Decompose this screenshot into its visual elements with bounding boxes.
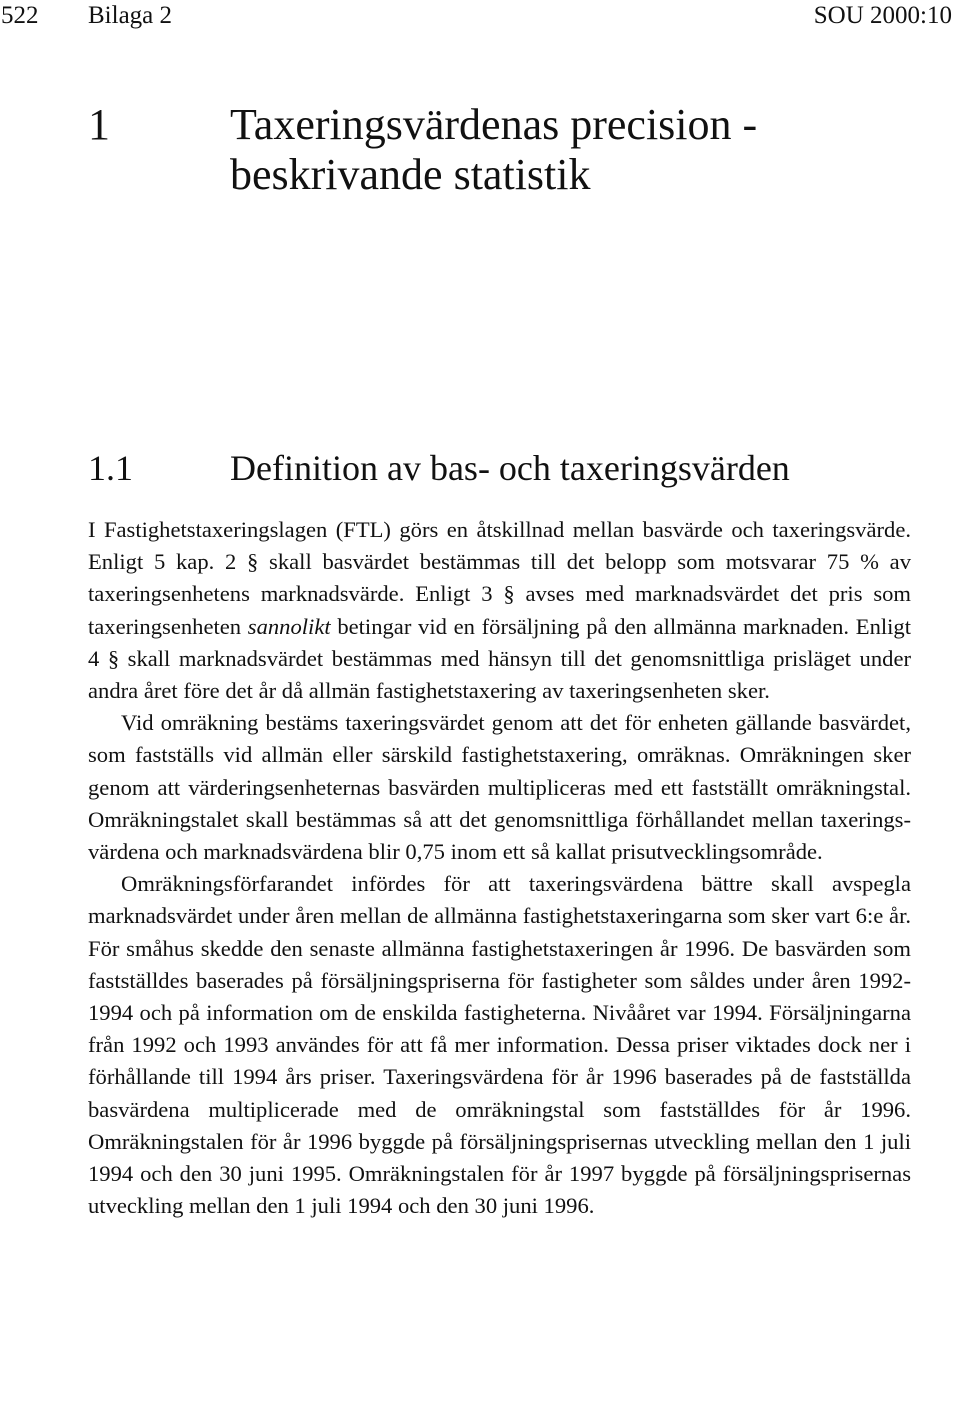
document-reference: SOU 2000:10: [813, 2, 952, 29]
paragraph-1: [88, 514, 911, 707]
section-number: 1.1: [88, 448, 133, 488]
paragraph-2: Vid omräkning bestäms taxeringsvärdet genom att det för enheten gällande basvärdet, som fastställs vid allmän eller särskild fastighetstaxering, omräknas. Omräkningen sker genom att värderingsenheternas basvärden multipliceras med ett fastställt omräkningstal. Omräkningstalet skall bestämmas så att det genomsnittliga förhållandet mellan taxeringsvärdena och marknadsvärdena blir 0,75 inom ett så kallat prisutvecklingsområde.: [88, 710, 911, 865]
chapter-title: [230, 100, 910, 200]
page-number: 522: [1, 2, 39, 29]
chapter-number: 1: [88, 100, 110, 149]
section-title: Definition av bas- och taxeringsvärden: [230, 448, 790, 488]
paragraph-1-part-2: betingar vid en försäljning på den allmänna marknaden. Enligt 4 § skall marknadsvärdet bestämmas med hänsyn till det genomsnittliga prisläget under andra året före det år då allmän fastighetstaxering av taxeringsenheten sker.: [88, 613, 911, 704]
paragraph-3: Omräkningsförfarandet infördes för att taxeringsvärdena bättre skall avspegla marknadsvärdet under åren mellan de allmänna fastighetstaxeringarna som sker vart 6:e år. För småhus skedde den senaste allmänna fastighetstaxeringen år 1996. De basvärden som fastställdes baserades på försäljningspriserna för fastigheter som såldes under åren 1992-1994 och på information om de enskilda fastigheterna. Nivååret var 1994. Försäljningarna från 1992 och 1993 användes för att få mer information. Dessa priser viktades dock ner i förhållande till 1994 års priser. Taxeringsvärdena för år 1996 baserades på de fastställda basvärdena multiplicerade med de omräkningstal som fastställdes för år 1996. Omräkningstalen för år 1996 byggde på försäljningsprisernas utveckling mellan den 1 juli 1994 och den 30 juni 1995. Omräkningstalen för år 1997 byggde på försäljningsprisernas utveckling mellan den 1 juli 1994 och den 30 juni 1996.: [88, 871, 911, 1219]
body-text: [88, 514, 911, 1222]
emphasis-sannolikt: sannolikt: [247, 613, 331, 639]
chapter-title-line-2: beskrivande statistik: [230, 150, 591, 199]
paragraph-1-part-1: I Fastighetstaxeringslagen (FTL) görs en åtskillnad mellan basvärde och taxeringsvärde. Enligt 5 kap. 2 § skall basvärdet bestämmas till det belopp som motsvarar 75 % av taxeringsenhetens marknadsvärde. Enligt 3 § avses med marknadsvärdet det pris som taxeringsenheten: [88, 517, 911, 639]
chapter-title-line-1: Taxeringsvärdenas precision -: [230, 100, 758, 149]
appendix-label: Bilaga 2: [88, 2, 173, 29]
page-header: [0, 0, 960, 40]
